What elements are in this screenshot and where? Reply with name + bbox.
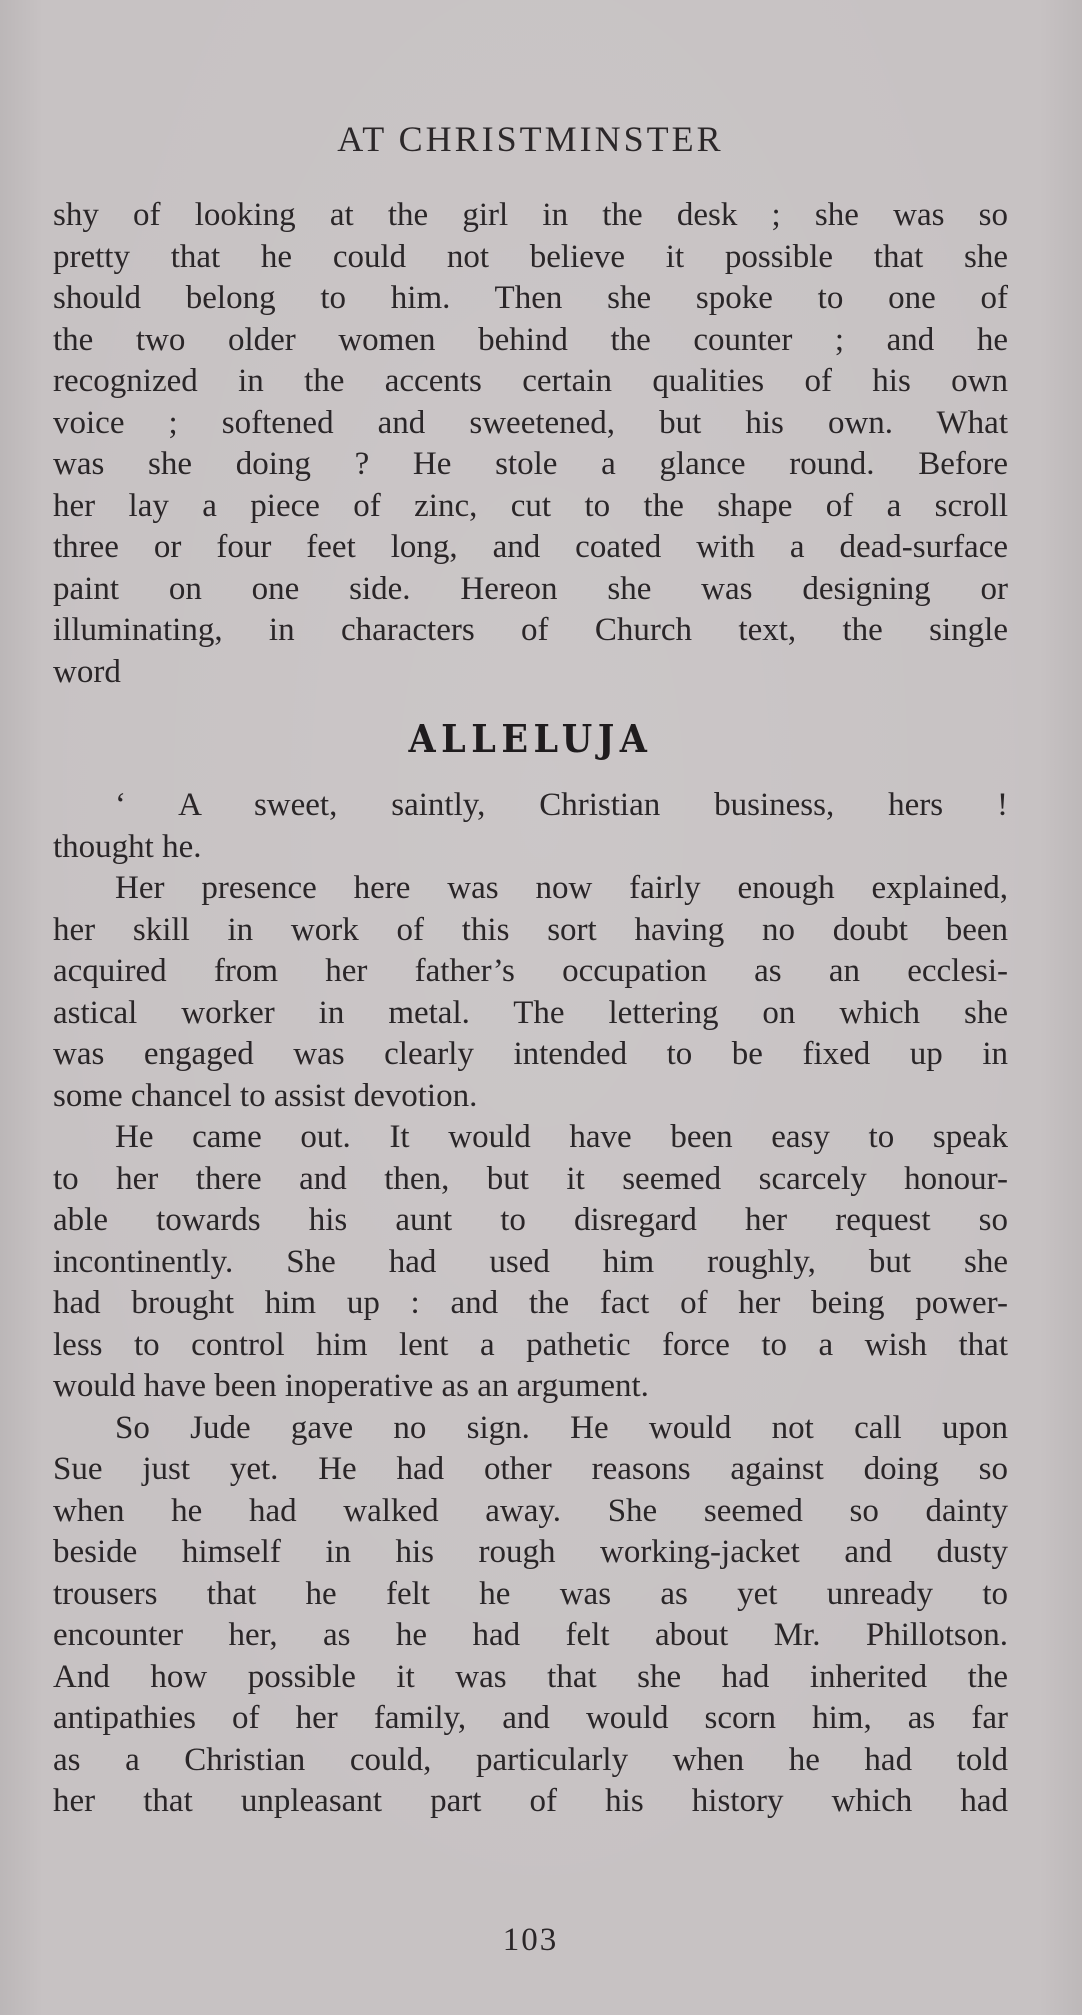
text-line: should belong to him. Then she spoke to one of	[53, 280, 1008, 316]
text-line: as a Christian could, particularly when he had told	[53, 1741, 1008, 1778]
book-page	[53, 0, 1008, 2015]
text-line: three or four feet long, and coated with a dead-surface	[53, 529, 1008, 565]
paragraph	[53, 785, 1008, 868]
alleluja-blackletter: ALLELUJA	[408, 716, 653, 761]
text-line: to her there and then, but it seemed scarcely honour-	[53, 1160, 1008, 1197]
text-line: paint on one side. Hereon she was designing or	[53, 570, 1008, 607]
text-line: astical worker in metal. The lettering on which she	[53, 994, 1008, 1031]
text-line: pretty that he could not believe it possible that she	[53, 238, 1008, 275]
text-line: incontinently. She had used him roughly, but she	[53, 1243, 1008, 1280]
text-line: illuminating, in characters of Church text, the single	[53, 612, 1008, 648]
text-line: had brought him up : and the fact of her being power-	[53, 1285, 1008, 1321]
body-text	[53, 195, 1008, 1823]
text-line: He came out. It would have been easy to speak	[115, 1119, 1008, 1155]
text-line: ‘ A sweet, saintly, Christian business, hers !	[115, 787, 1008, 823]
text-line: trousers that he felt he was as yet unready to	[53, 1575, 1008, 1612]
text-line: would have been inoperative as an argument.	[53, 1368, 649, 1404]
text-line: shy of looking at the girl in the desk ; she was so	[53, 197, 1008, 233]
paragraph	[53, 868, 1008, 1117]
page-number: 103	[502, 1922, 559, 1958]
text-line: thought he.	[53, 828, 202, 865]
text-line: word	[53, 653, 121, 690]
text-line: beside himself in his rough working-jacket and dusty	[53, 1534, 1008, 1570]
paragraph	[53, 1408, 1008, 1823]
text-line: Sue just yet. He had other reasons against doing so	[53, 1451, 1008, 1487]
text-line: acquired from her father’s occupation as an ecclesi-	[53, 953, 1008, 989]
running-head: AT CHRISTMINSTER	[337, 119, 724, 159]
text-line: less to control him lent a pathetic force to a wish that	[53, 1326, 1008, 1363]
text-line: antipathies of her family, and would scorn him, as far	[53, 1700, 1008, 1736]
text-line: some chancel to assist devotion.	[53, 1077, 478, 1114]
text-line: her that unpleasant part of his history which had	[53, 1783, 1008, 1819]
text-line: recognized in the accents certain qualities of his own	[53, 363, 1008, 399]
text-line: her lay a piece of zinc, cut to the shape of a scroll	[53, 487, 1008, 524]
text-line: her skill in work of this sort having no doubt been	[53, 911, 1008, 948]
text-line: voice ; softened and sweetened, but his own. What	[53, 404, 1008, 441]
text-line: the two older women behind the counter ; and he	[53, 321, 1008, 358]
text-line: was she doing ? He stole a glance round. Before	[53, 446, 1008, 482]
text-line: was engaged was clearly intended to be fixed up in	[53, 1036, 1008, 1072]
text-line: So Jude gave no sign. He would not call upon	[115, 1409, 1008, 1446]
text-line: encounter her, as he had felt about Mr. Phillotson.	[53, 1617, 1008, 1653]
paragraph-continued	[53, 195, 1008, 693]
paragraph	[53, 1117, 1008, 1408]
text-line: able towards his aunt to disregard her request so	[53, 1202, 1008, 1238]
text-line: And how possible it was that she had inherited the	[53, 1658, 1008, 1695]
text-line: Her presence here was now fairly enough explained,	[115, 870, 1008, 906]
text-line: when he had walked away. She seemed so dainty	[53, 1492, 1008, 1529]
